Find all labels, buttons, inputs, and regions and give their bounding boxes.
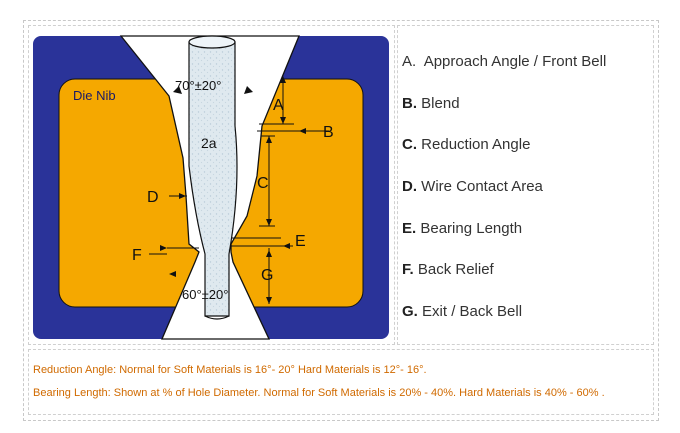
legend-item-g xyxy=(402,303,522,320)
legend-text: Approach Angle / Front Bell xyxy=(423,53,607,70)
legend-letter: A. xyxy=(402,53,417,70)
die-nib-diagram xyxy=(29,26,394,344)
marker-d: D xyxy=(147,189,159,206)
legend-item-b xyxy=(402,95,460,112)
legend-item-a xyxy=(402,53,606,70)
wire-top-end xyxy=(189,36,235,48)
legend-text: Back Relief xyxy=(417,261,494,278)
marker-g: G xyxy=(261,267,274,284)
legend-letter: F. xyxy=(402,261,414,278)
legend-text: Bearing Length xyxy=(420,220,523,237)
legend-item-e xyxy=(402,220,522,237)
legend-item-f xyxy=(402,261,494,278)
exit-angle-label: 60°±20° xyxy=(182,287,229,302)
legend-letter: G. xyxy=(402,303,418,320)
legend-text: Wire Contact Area xyxy=(421,178,543,195)
legend-text: Reduction Angle xyxy=(421,136,531,153)
note-bearing-length: Bearing Length: Shown at % of Hole Diameter. Normal for Soft Materials is 20% - 40%. Hard Materials is 40% - 60% . xyxy=(33,387,605,399)
marker-f: F xyxy=(132,247,142,264)
marker-b: B xyxy=(323,124,334,141)
notes-cell xyxy=(28,349,654,415)
note-reduction-angle: Reduction Angle: Normal for Soft Materials is 16°- 20° Hard Materials is 12°- 16°. xyxy=(33,364,427,376)
marker-a: A xyxy=(273,97,284,114)
diagram-cell xyxy=(28,25,395,345)
marker-c: C xyxy=(257,175,269,192)
legend-item-c xyxy=(402,136,530,153)
legend-text: Exit / Back Bell xyxy=(422,303,523,320)
legend-letter: D. xyxy=(402,178,417,195)
wire-diameter-label: 2a xyxy=(201,135,217,151)
legend-letter: E. xyxy=(402,220,417,237)
die-nib-label: Die Nib xyxy=(73,88,116,103)
legend-letter: B. xyxy=(402,95,417,112)
legend-cell xyxy=(397,25,654,345)
legend-text: Blend xyxy=(421,95,460,112)
legend-item-d xyxy=(402,178,543,195)
approach-angle-label: 70°±20° xyxy=(175,78,222,93)
marker-e: E xyxy=(295,233,306,250)
legend-letter: C. xyxy=(402,136,417,153)
